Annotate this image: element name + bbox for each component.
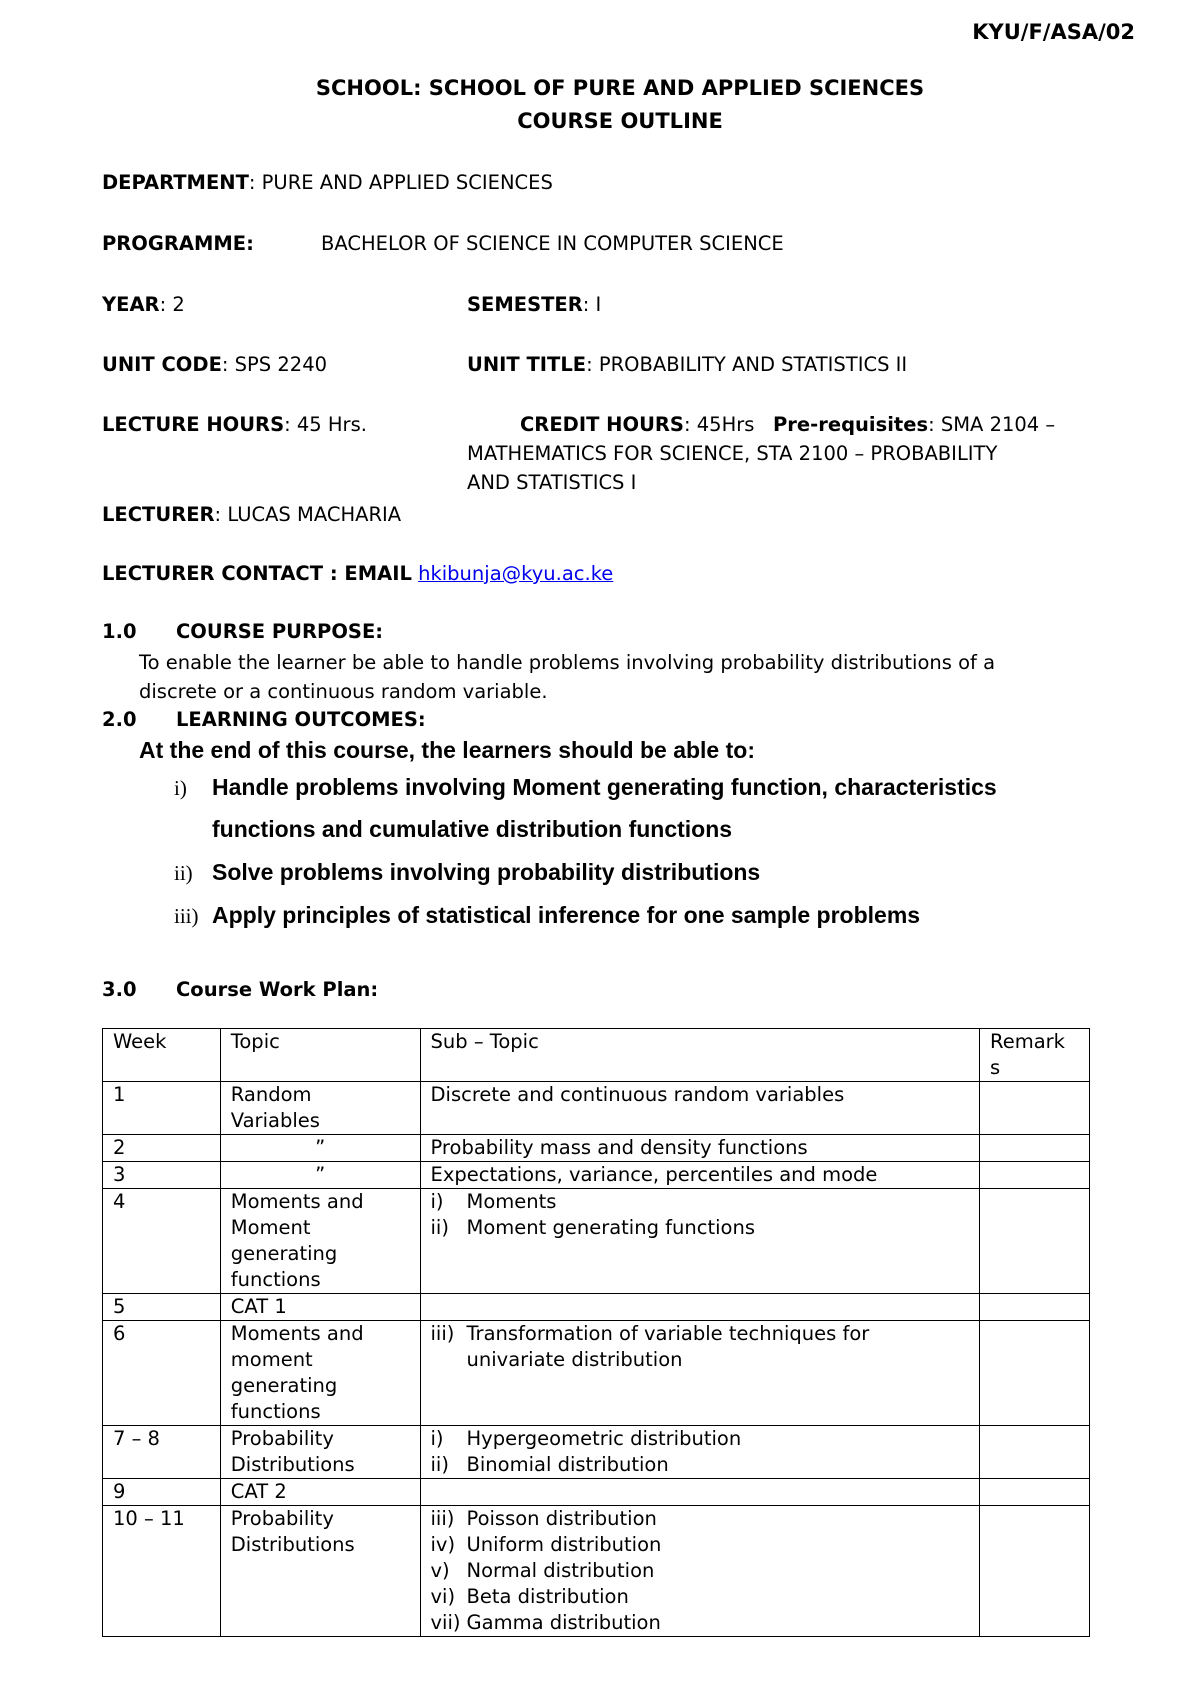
week-cell: 2: [103, 1135, 221, 1162]
ditto-mark: ”: [315, 1136, 326, 1159]
sub-topic-item: vii) Gamma distribution: [430, 1611, 661, 1634]
school-name: SCHOOL: SCHOOL OF PURE AND APPLIED SCIENCES: [315, 76, 925, 100]
remarks-cell: [980, 1162, 1090, 1189]
sub-topic-item: i) Hypergeometric distribution: [430, 1427, 742, 1450]
unit-code-label: UNIT CODE: [102, 353, 222, 376]
sub-topic-item: v) Normal distribution: [430, 1559, 655, 1582]
remarks-cell: [980, 1479, 1090, 1506]
sub-topic-cell: Discrete and continuous random variables: [420, 1082, 980, 1135]
sub-topic-cell: [420, 1426, 980, 1479]
week-cell: 1: [103, 1082, 221, 1135]
outcome-text: Solve problems involving probability distributions: [212, 859, 761, 885]
learning-outcomes-heading: [102, 708, 426, 731]
purpose-line: discrete or a continuous random variable.: [139, 680, 548, 703]
week-cell: 5: [103, 1294, 221, 1321]
course-purpose-heading: [102, 620, 383, 643]
topic-cell: Probability Distributions: [220, 1426, 420, 1479]
week-cell: 9: [103, 1479, 221, 1506]
week-cell: 3: [103, 1162, 221, 1189]
outcome-text: functions and cumulative distribution functions: [212, 816, 733, 842]
learning-outcome-continued: [212, 808, 732, 850]
document-header: [0, 72, 1200, 138]
week-cell: 7 – 8: [103, 1426, 221, 1479]
section-number: 1.0: [102, 620, 137, 643]
header-sub-topic: Sub – Topic: [420, 1029, 980, 1082]
sub-topic-continued: univariate distribution: [466, 1348, 683, 1371]
unit-title-field: [467, 350, 907, 379]
unit-title-label: UNIT TITLE: [467, 353, 587, 376]
learning-outcomes-intro: At the end of this course, the learners should be able to:: [139, 737, 755, 763]
outcome-numeral: iii): [174, 904, 199, 928]
section-number: 3.0: [102, 978, 137, 1001]
credit-hours-label: CREDIT HOURS: [520, 413, 684, 436]
lecture-hours-value: : 45 Hrs.: [284, 413, 367, 436]
section-title: Course Work Plan:: [176, 978, 379, 1001]
sub-topic-cell: [420, 1321, 980, 1426]
programme-label-field: [102, 229, 254, 258]
course-purpose-text: [139, 648, 1149, 706]
prerequisites-line-2: MATHEMATICS FOR SCIENCE, STA 2100 – PROBABILITY: [467, 442, 998, 465]
year-value: : 2: [159, 293, 185, 316]
credit-hours-value: : 45Hrs: [683, 413, 755, 436]
topic-cell: Moments and Moment generating functions: [220, 1189, 420, 1294]
header-remarks: Remark s: [980, 1029, 1090, 1082]
outcome-text: Apply principles of statistical inference for one sample problems: [212, 902, 921, 928]
week-cell: 4: [103, 1189, 221, 1294]
semester-label: SEMESTER: [467, 293, 583, 316]
table-row: [103, 1189, 1090, 1294]
remarks-cell: [980, 1082, 1090, 1135]
purpose-line: To enable the learner be able to handle problems involving probability distributions of a: [139, 651, 996, 674]
prerequisites-label: Pre-requisites: [773, 413, 929, 436]
department-field: [102, 168, 553, 197]
section-title: COURSE PURPOSE:: [176, 620, 384, 643]
topic-cell: Probability Distributions: [220, 1506, 420, 1637]
unit-code-field: [102, 350, 327, 379]
sub-topic-item: ii) Moment generating functions: [430, 1216, 755, 1239]
semester-field: [467, 290, 601, 319]
sub-topic-cell: [420, 1479, 980, 1506]
sub-topic-item: iii) Poisson distribution: [430, 1507, 657, 1530]
sub-topic-item: vi) Beta distribution: [430, 1585, 629, 1608]
lecture-hours-label: LECTURE HOURS: [102, 413, 285, 436]
sub-topic-item: ii) Binomial distribution: [430, 1453, 669, 1476]
table-row: [103, 1162, 1090, 1189]
remarks-cell: [980, 1426, 1090, 1479]
document-code: KYU/F/ASA/02: [972, 20, 1135, 44]
course-work-plan-table: [102, 1028, 1090, 1637]
programme-label: PROGRAMME:: [102, 232, 254, 255]
outcome-numeral: i): [174, 776, 187, 800]
section-title: LEARNING OUTCOMES:: [176, 708, 426, 731]
topic-cell: CAT 2: [220, 1479, 420, 1506]
email-link[interactable]: hkibunja@kyu.ac.ke: [418, 562, 614, 585]
learning-outcome-item: [174, 766, 1132, 809]
table-row: [103, 1135, 1090, 1162]
department-label: DEPARTMENT: [102, 171, 249, 194]
outcome-numeral: ii): [174, 861, 193, 885]
lecturer-field: [102, 500, 401, 529]
week-cell: 10 – 11: [103, 1506, 221, 1637]
year-field: [102, 290, 185, 319]
sub-topic-cell: Expectations, variance, percentiles and mode: [420, 1162, 980, 1189]
credit-hours-field: [520, 410, 1055, 439]
document-title: COURSE OUTLINE: [517, 109, 723, 133]
section-number: 2.0: [102, 708, 137, 731]
topic-cell: CAT 1: [220, 1294, 420, 1321]
sub-topic-item: iv) Uniform distribution: [430, 1533, 662, 1556]
prerequisites-value: : SMA 2104 –: [928, 413, 1056, 436]
programme-value: BACHELOR OF SCIENCE IN COMPUTER SCIENCE: [321, 232, 784, 255]
sub-topic-cell: [420, 1506, 980, 1637]
remarks-cell: [980, 1321, 1090, 1426]
topic-cell: Random Variables: [220, 1082, 420, 1135]
header-week: Week: [103, 1029, 221, 1082]
sub-topic-cell: [420, 1189, 980, 1294]
prerequisites-continued: [467, 439, 997, 497]
remarks-cell: [980, 1294, 1090, 1321]
ditto-mark: ”: [315, 1163, 326, 1186]
learning-outcome-item: [174, 894, 920, 937]
topic-cell: Moments and moment generating functions: [220, 1321, 420, 1426]
table-row: [103, 1479, 1090, 1506]
lecture-hours-field: [102, 410, 367, 439]
table-row: [103, 1426, 1090, 1479]
remarks-cell: [980, 1189, 1090, 1294]
remarks-cell: [980, 1506, 1090, 1637]
sub-topic-cell: [420, 1294, 980, 1321]
unit-code-value: : SPS 2240: [221, 353, 328, 376]
learning-outcome-item: [174, 851, 760, 894]
table-row: [103, 1082, 1090, 1135]
table-row: [103, 1294, 1090, 1321]
topic-cell: [220, 1162, 420, 1189]
programme-value-field: [321, 229, 784, 258]
header-topic: Topic: [220, 1029, 420, 1082]
prerequisites-line-3: AND STATISTICS I: [467, 471, 637, 494]
lecturer-contact-label: LECTURER CONTACT : EMAIL: [102, 562, 412, 585]
unit-title-value: : PROBABILITY AND STATISTICS II: [586, 353, 908, 376]
course-work-plan-heading: [102, 978, 378, 1001]
department-value: : PURE AND APPLIED SCIENCES: [248, 171, 553, 194]
table-row: [103, 1321, 1090, 1426]
year-label: YEAR: [102, 293, 160, 316]
table-row: [103, 1506, 1090, 1637]
week-cell: 6: [103, 1321, 221, 1426]
sub-topic-item: iii) Transformation of variable techniques for: [430, 1322, 870, 1345]
lecturer-contact-field: [102, 559, 613, 588]
lecturer-value: : LUCAS MACHARIA: [214, 503, 402, 526]
table-header-row: [103, 1029, 1090, 1082]
lecturer-label: LECTURER: [102, 503, 215, 526]
sub-topic-cell: Probability mass and density functions: [420, 1135, 980, 1162]
topic-cell: [220, 1135, 420, 1162]
semester-value: : I: [582, 293, 602, 316]
outcome-text: Handle problems involving Moment generating function, characteristics: [212, 774, 997, 800]
sub-topic-item: i) Moments: [430, 1190, 557, 1213]
remarks-cell: [980, 1135, 1090, 1162]
